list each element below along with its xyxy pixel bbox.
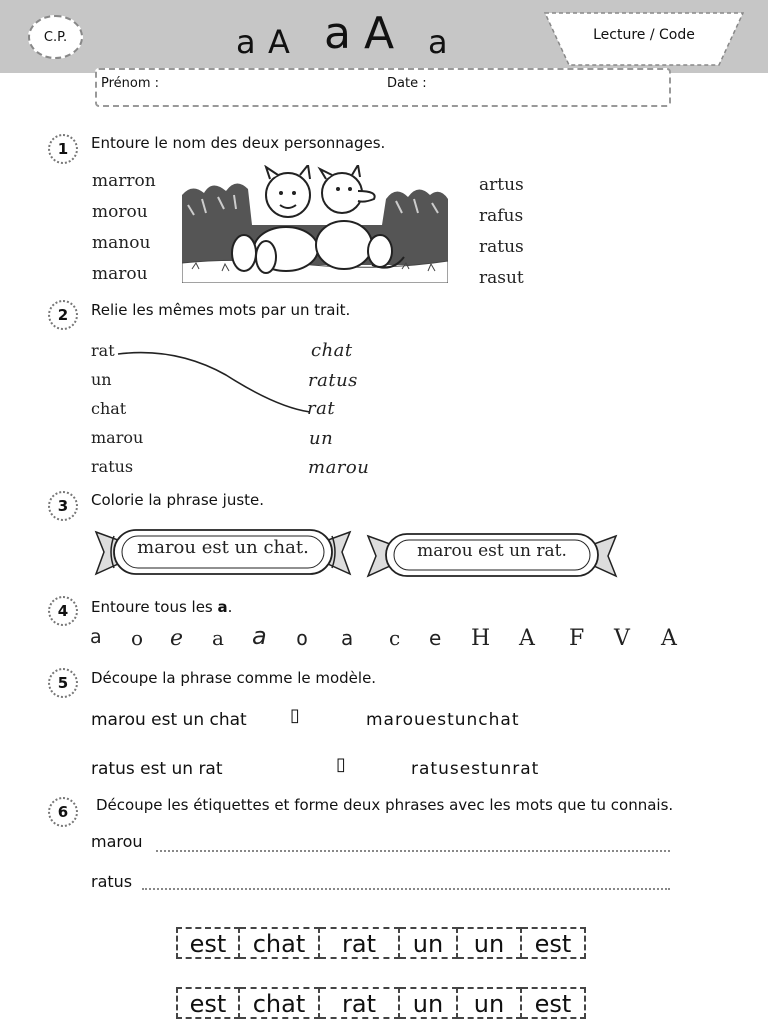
level-label: C.P.	[43, 29, 68, 45]
ex2-right-word[interactable]: marou	[308, 457, 370, 478]
letter-item[interactable]: a	[212, 626, 224, 650]
exercise-2-instruction: Relie les mêmes mots par un trait.	[91, 301, 351, 319]
arrow-icon: ▯	[290, 705, 300, 726]
exercise-3-number	[48, 491, 78, 521]
exercise-number-text: 3	[57, 497, 69, 515]
exercise-number-text: 2	[57, 306, 69, 324]
ex5-model-sentence: marou est un chat	[91, 710, 247, 730]
letter-item[interactable]: c	[389, 626, 401, 650]
ex1-left-word[interactable]: manou	[92, 233, 151, 253]
first-name-label: Prénom :	[101, 76, 160, 91]
banner-sentence: marou est un rat.	[417, 541, 567, 561]
sentence-banner-1[interactable]	[92, 524, 354, 580]
ex5-model-joined: marouestunchat	[366, 710, 520, 730]
identity-box[interactable]	[95, 68, 671, 107]
sentence-start: marou	[91, 832, 143, 851]
letter-item[interactable]: a	[252, 622, 267, 650]
lesson-label: Lecture / Code	[593, 27, 695, 43]
letter-item[interactable]: o	[131, 626, 144, 650]
ex1-right-word[interactable]: artus	[479, 175, 524, 195]
exercise-1-number	[48, 134, 78, 164]
ex5-task-joined[interactable]: ratusestunrat	[411, 759, 540, 779]
word-labels-row-2	[176, 987, 586, 1019]
sentence-start: ratus	[91, 872, 133, 891]
exercise-2-number	[48, 300, 78, 330]
exercise-4-number	[48, 596, 78, 626]
word-label[interactable]: est	[176, 987, 240, 1019]
word-label[interactable]: chat	[240, 987, 320, 1019]
letter-item[interactable]: e	[429, 626, 442, 650]
word-label[interactable]: est	[176, 927, 240, 959]
ex2-right-word[interactable]: rat	[307, 398, 336, 419]
matching-line	[116, 345, 312, 417]
exercise-6-instruction: Découpe les étiquettes et forme deux phrases avec les mots que tu connais.	[96, 796, 674, 814]
exercise-number-text: 4	[57, 602, 69, 620]
ex1-left-word[interactable]: marou	[92, 264, 148, 284]
letter-item[interactable]: a	[341, 626, 354, 650]
writing-line[interactable]	[142, 876, 670, 890]
title-letter: a	[428, 23, 448, 61]
ex5-task-sentence: ratus est un rat	[91, 759, 223, 779]
word-label[interactable]: est	[522, 987, 586, 1019]
ex2-left-word[interactable]: ratus	[91, 457, 134, 476]
instruction-text: .	[227, 598, 233, 616]
ex2-right-word[interactable]: un	[309, 428, 334, 449]
letter-item[interactable]: H	[471, 626, 491, 651]
title-letter: a	[236, 23, 256, 61]
word-label[interactable]: un	[458, 927, 522, 959]
word-labels-row-1	[176, 927, 586, 959]
exercise-number-text: 5	[57, 674, 69, 692]
banner-sentence: marou est un chat.	[137, 537, 309, 558]
ex2-left-word[interactable]: rat	[91, 341, 115, 360]
date-label: Date :	[387, 76, 427, 91]
word-label[interactable]: un	[400, 987, 458, 1019]
instruction-target-letter: a	[217, 598, 228, 616]
letter-item[interactable]: A	[519, 626, 535, 651]
ex1-left-word[interactable]: marron	[92, 171, 156, 191]
ex2-left-word[interactable]: marou	[91, 428, 144, 447]
word-label[interactable]: rat	[320, 927, 400, 959]
instruction-text: Entoure tous les	[91, 598, 218, 616]
letter-item[interactable]: o	[296, 626, 309, 650]
ex2-right-word[interactable]: ratus	[308, 370, 358, 391]
exercise-5-instruction: Découpe la phrase comme le modèle.	[91, 669, 377, 687]
letter-item[interactable]: F	[569, 626, 585, 651]
letter-item[interactable]: A	[661, 626, 677, 651]
title-letter: a	[324, 8, 351, 59]
letter-item[interactable]: a	[90, 626, 102, 648]
lesson-tag	[544, 12, 744, 66]
writing-line[interactable]	[156, 838, 670, 852]
exercise-4-instruction	[91, 598, 232, 616]
sentence-banner-2[interactable]	[364, 528, 620, 582]
ex2-right-word[interactable]: chat	[311, 340, 353, 361]
letter-item[interactable]: V	[614, 626, 630, 651]
ex1-right-word[interactable]: ratus	[479, 237, 524, 257]
ex1-left-word[interactable]: morou	[92, 202, 148, 222]
exercise-3-instruction: Colorie la phrase juste.	[91, 491, 265, 509]
ex1-right-word[interactable]: rasut	[479, 268, 524, 288]
word-label[interactable]: rat	[320, 987, 400, 1019]
title-letter: A	[364, 8, 395, 59]
exercise-number-text: 1	[57, 140, 69, 158]
exercise-1-instruction: Entoure le nom des deux personnages.	[91, 134, 386, 152]
word-label[interactable]: est	[522, 927, 586, 959]
word-label[interactable]: un	[458, 987, 522, 1019]
arrow-icon: ▯	[336, 754, 346, 775]
ex2-left-word[interactable]: un	[91, 370, 112, 389]
exercise-number-text: 6	[57, 803, 69, 821]
word-label[interactable]: un	[400, 927, 458, 959]
characters-illustration	[182, 165, 448, 283]
exercise-6-number	[48, 797, 78, 827]
letter-item[interactable]: e	[170, 626, 184, 651]
title-letter: A	[268, 23, 290, 61]
exercise-5-number	[48, 668, 78, 698]
header-band	[0, 0, 768, 73]
ex1-right-word[interactable]: rafus	[479, 206, 524, 226]
ex2-left-word[interactable]: chat	[91, 399, 127, 418]
word-label[interactable]: chat	[240, 927, 320, 959]
